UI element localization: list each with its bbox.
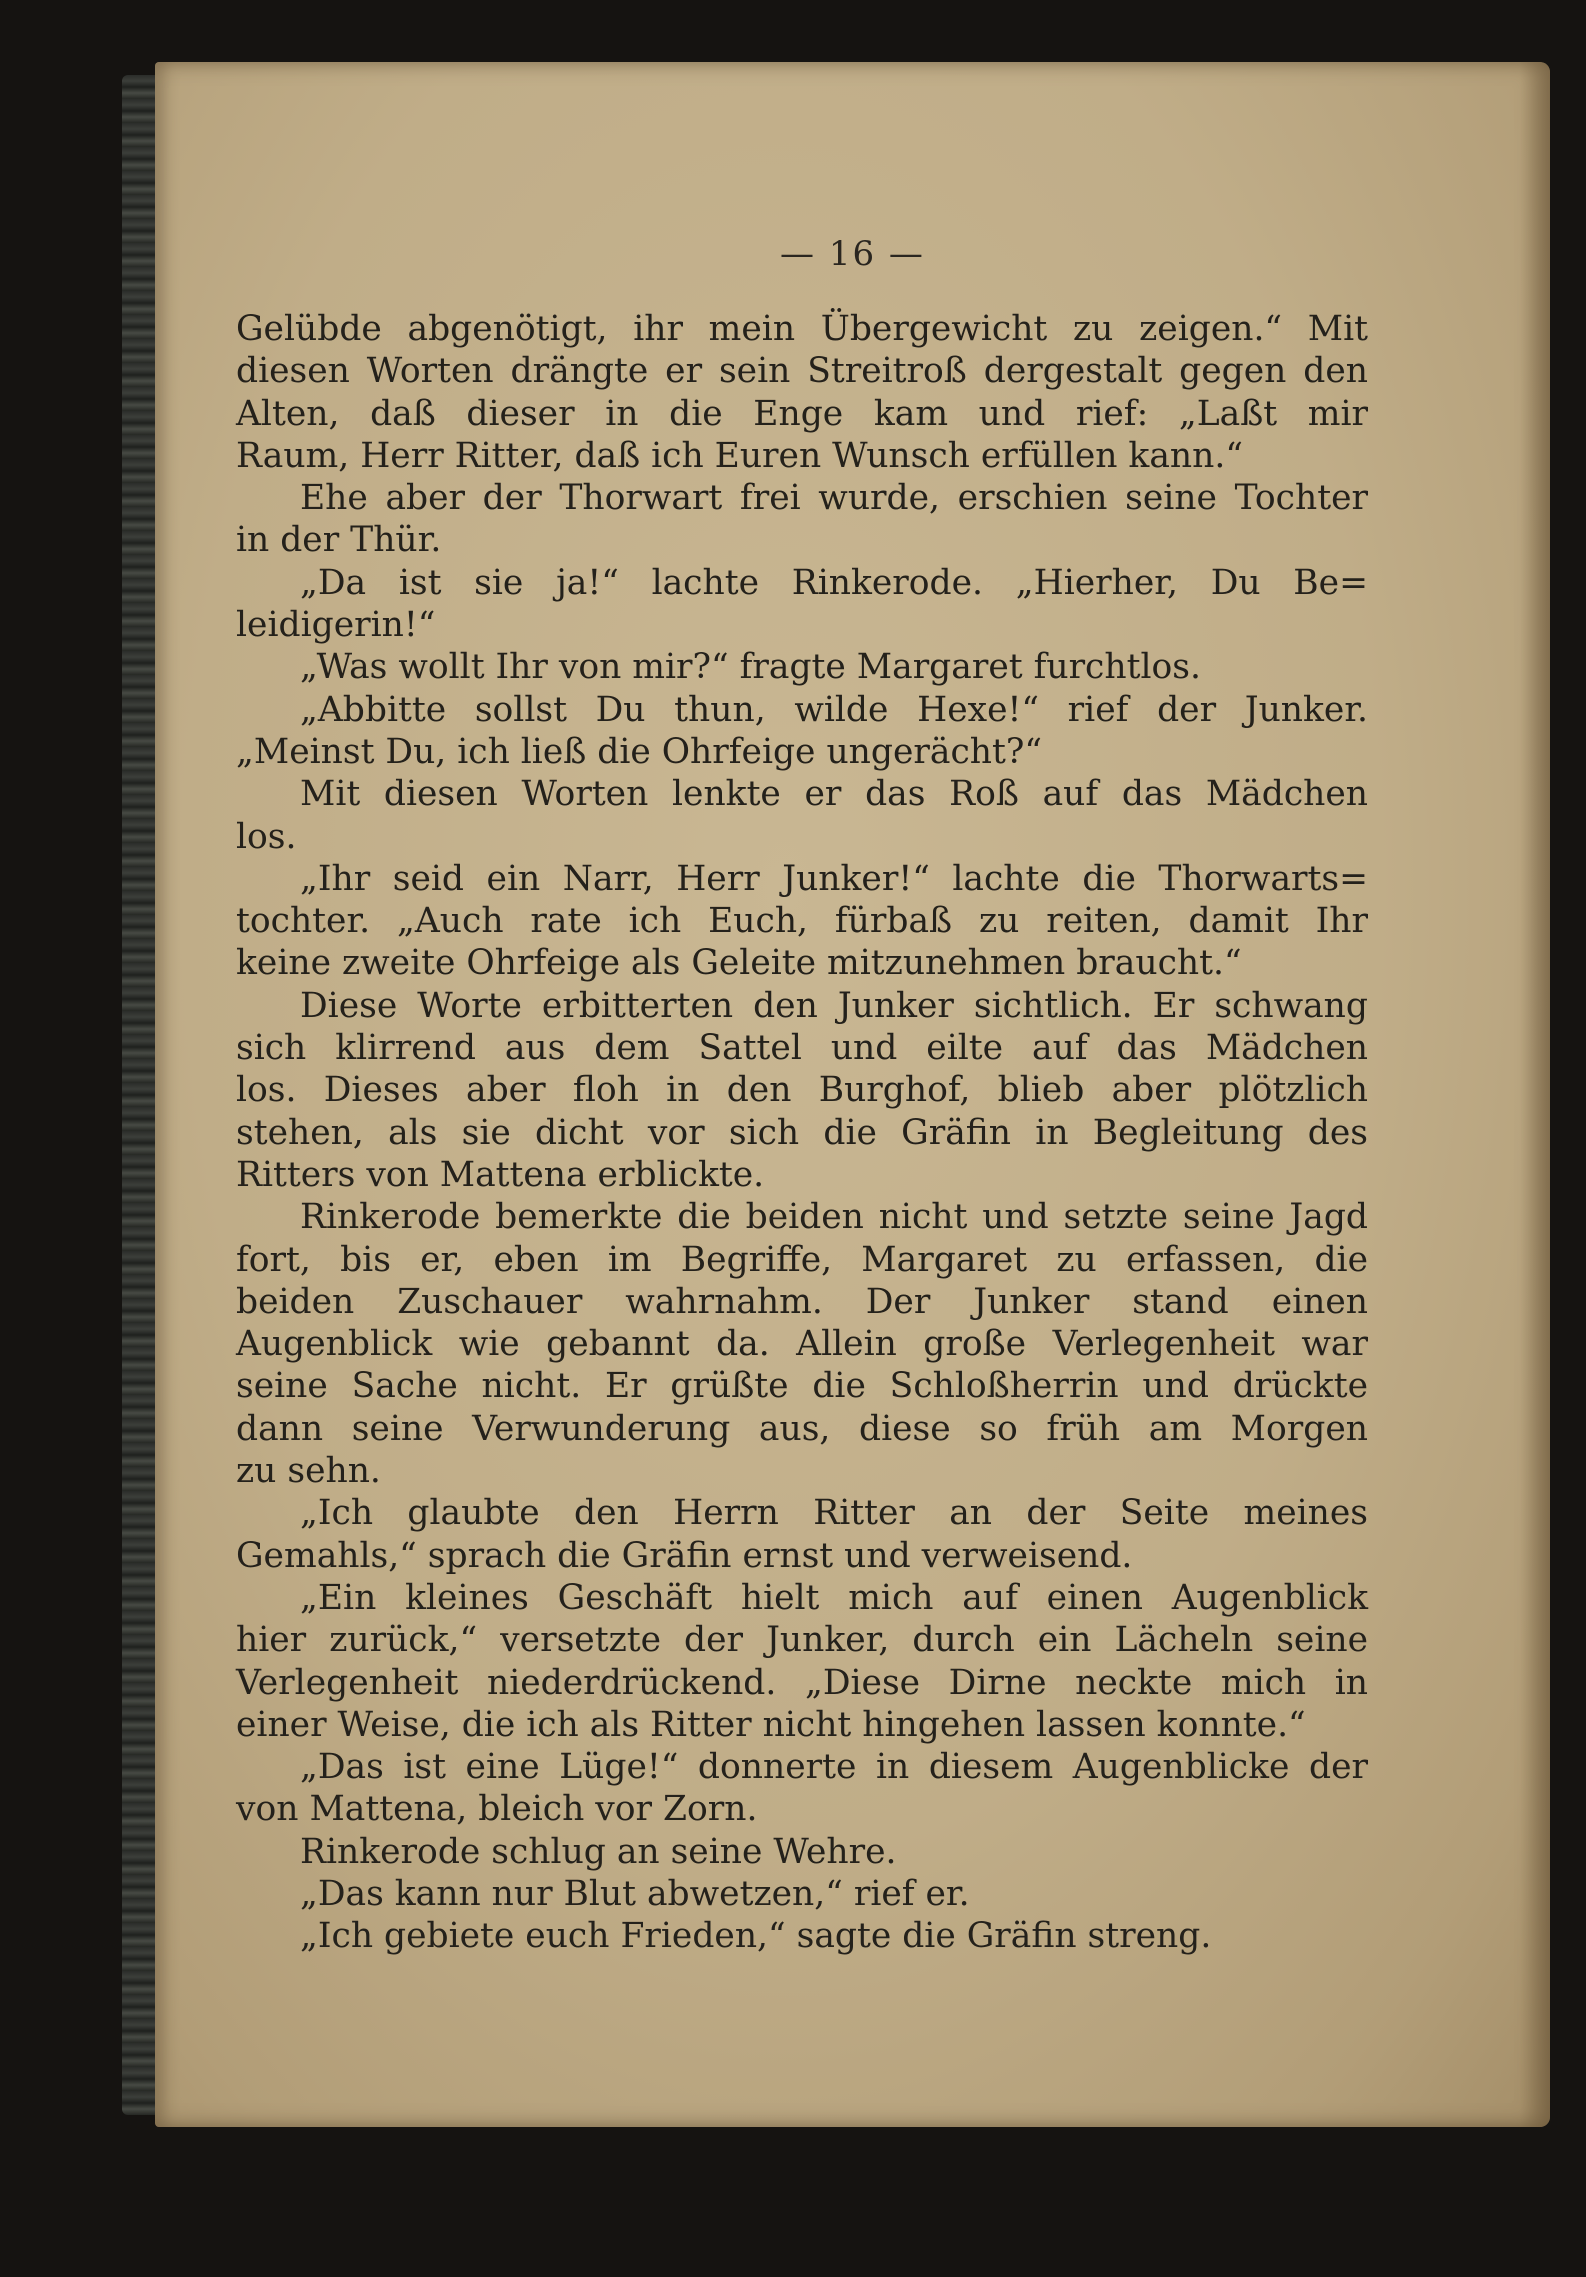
- text-line: Raum, Herr Ritter, daß ich Euren Wunsch erfüllen kann.“: [236, 435, 1243, 476]
- page-number: — 16 —: [780, 234, 925, 274]
- text-line: los.: [236, 816, 297, 857]
- page-edge-shadow: [1520, 62, 1550, 2127]
- text-line: Gelübde abgenötigt, ihr mein Übergewicht zu zeigen.“ Mit: [236, 309, 1368, 349]
- text-line: einer Weise, die ich als Ritter nicht hingehen lassen konnte.“: [236, 1704, 1306, 1745]
- text-line: dann seine Verwunderung aus, diese so früh am Morgen: [236, 1408, 1368, 1449]
- text-line: „Ein kleines Geschäft hielt mich auf einen Augenblick: [300, 1577, 1368, 1618]
- body-text: [236, 308, 1368, 1958]
- text-line: zu sehn.: [236, 1451, 381, 1492]
- text-line: „Ich gebiete euch Frieden,“ sagte die Gräfin streng.: [300, 1916, 1212, 1957]
- text-line: los. Dieses aber floh in den Burghof, blieb aber plötzlich: [236, 1070, 1368, 1111]
- text-line: Diese Worte erbitterten den Junker sichtlich. Er schwang: [300, 985, 1368, 1026]
- text-line: „Da ist sie ja!“ lachte Rinkerode. „Hierher, Du Be=: [300, 562, 1368, 603]
- text-line: beiden Zuschauer wahrnahm. Der Junker stand einen: [236, 1281, 1368, 1322]
- text-line: in der Thür.: [236, 520, 442, 561]
- text-line: von Mattena, bleich vor Zorn.: [236, 1789, 758, 1830]
- text-line: sich klirrend aus dem Sattel und eilte auf das Mädchen: [236, 1028, 1368, 1069]
- text-line: „Abbitte sollst Du thun, wilde Hexe!“ rief der Junker.: [300, 689, 1368, 730]
- text-line: tochter. „Auch rate ich Euch, fürbaß zu reiten, damit Ihr: [236, 901, 1368, 942]
- text-line: „Meinst Du, ich ließ die Ohrfeige ungerächt?“: [236, 731, 1042, 772]
- text-line: diesen Worten drängte er sein Streitroß dergestalt gegen den: [236, 351, 1368, 392]
- text-line: Rinkerode bemerkte die beiden nicht und setzte seine Jagd: [300, 1197, 1368, 1238]
- text-line: Rinkerode schlug an seine Wehre.: [300, 1831, 897, 1872]
- text-line: Ritters von Mattena erblickte.: [236, 1154, 765, 1195]
- text-line: leidigerin!“: [236, 605, 436, 646]
- text-line: Gemahls,“ sprach die Gräfin ernst und verweisend.: [236, 1535, 1133, 1576]
- text-line: „Das kann nur Blut abwetzen,“ rief er.: [300, 1873, 970, 1914]
- text-line: hier zurück,“ versetzte der Junker, durch ein Lächeln seine: [236, 1620, 1368, 1661]
- text-line: Alten, daß dieser in die Enge kam und rief: „Laßt mir: [236, 393, 1368, 434]
- text-line: Augenblick wie gebannt da. Allein große Verlegenheit war: [236, 1324, 1368, 1365]
- text-line: Ehe aber der Thorwart frei wurde, erschien seine Tochter: [300, 478, 1368, 519]
- text-line: „Ich glaubte den Herrn Ritter an der Seite meines: [300, 1493, 1368, 1534]
- text-line: keine zweite Ohrfeige als Geleite mitzunehmen braucht.“: [236, 943, 1242, 984]
- text-line: fort, bis er, eben im Begriffe, Margaret zu erfassen, die: [236, 1239, 1368, 1280]
- text-line: stehen, als sie dicht vor sich die Gräfin in Begleitung des: [236, 1112, 1368, 1153]
- text-line: „Was wollt Ihr von mir?“ fragte Margaret furchtlos.: [300, 647, 1201, 688]
- text-line: „Ihr seid ein Narr, Herr Junker!“ lachte die Thorwarts=: [300, 858, 1368, 899]
- text-line: Verlegenheit niederdrückend. „Diese Dirne neckte mich in: [236, 1662, 1368, 1703]
- text-line: Mit diesen Worten lenkte er das Roß auf das Mädchen: [300, 774, 1368, 815]
- text-line: seine Sache nicht. Er grüßte die Schloßherrin und drückte: [236, 1366, 1368, 1407]
- text-line: „Das ist eine Lüge!“ donnerte in diesem Augenblicke der: [300, 1747, 1368, 1788]
